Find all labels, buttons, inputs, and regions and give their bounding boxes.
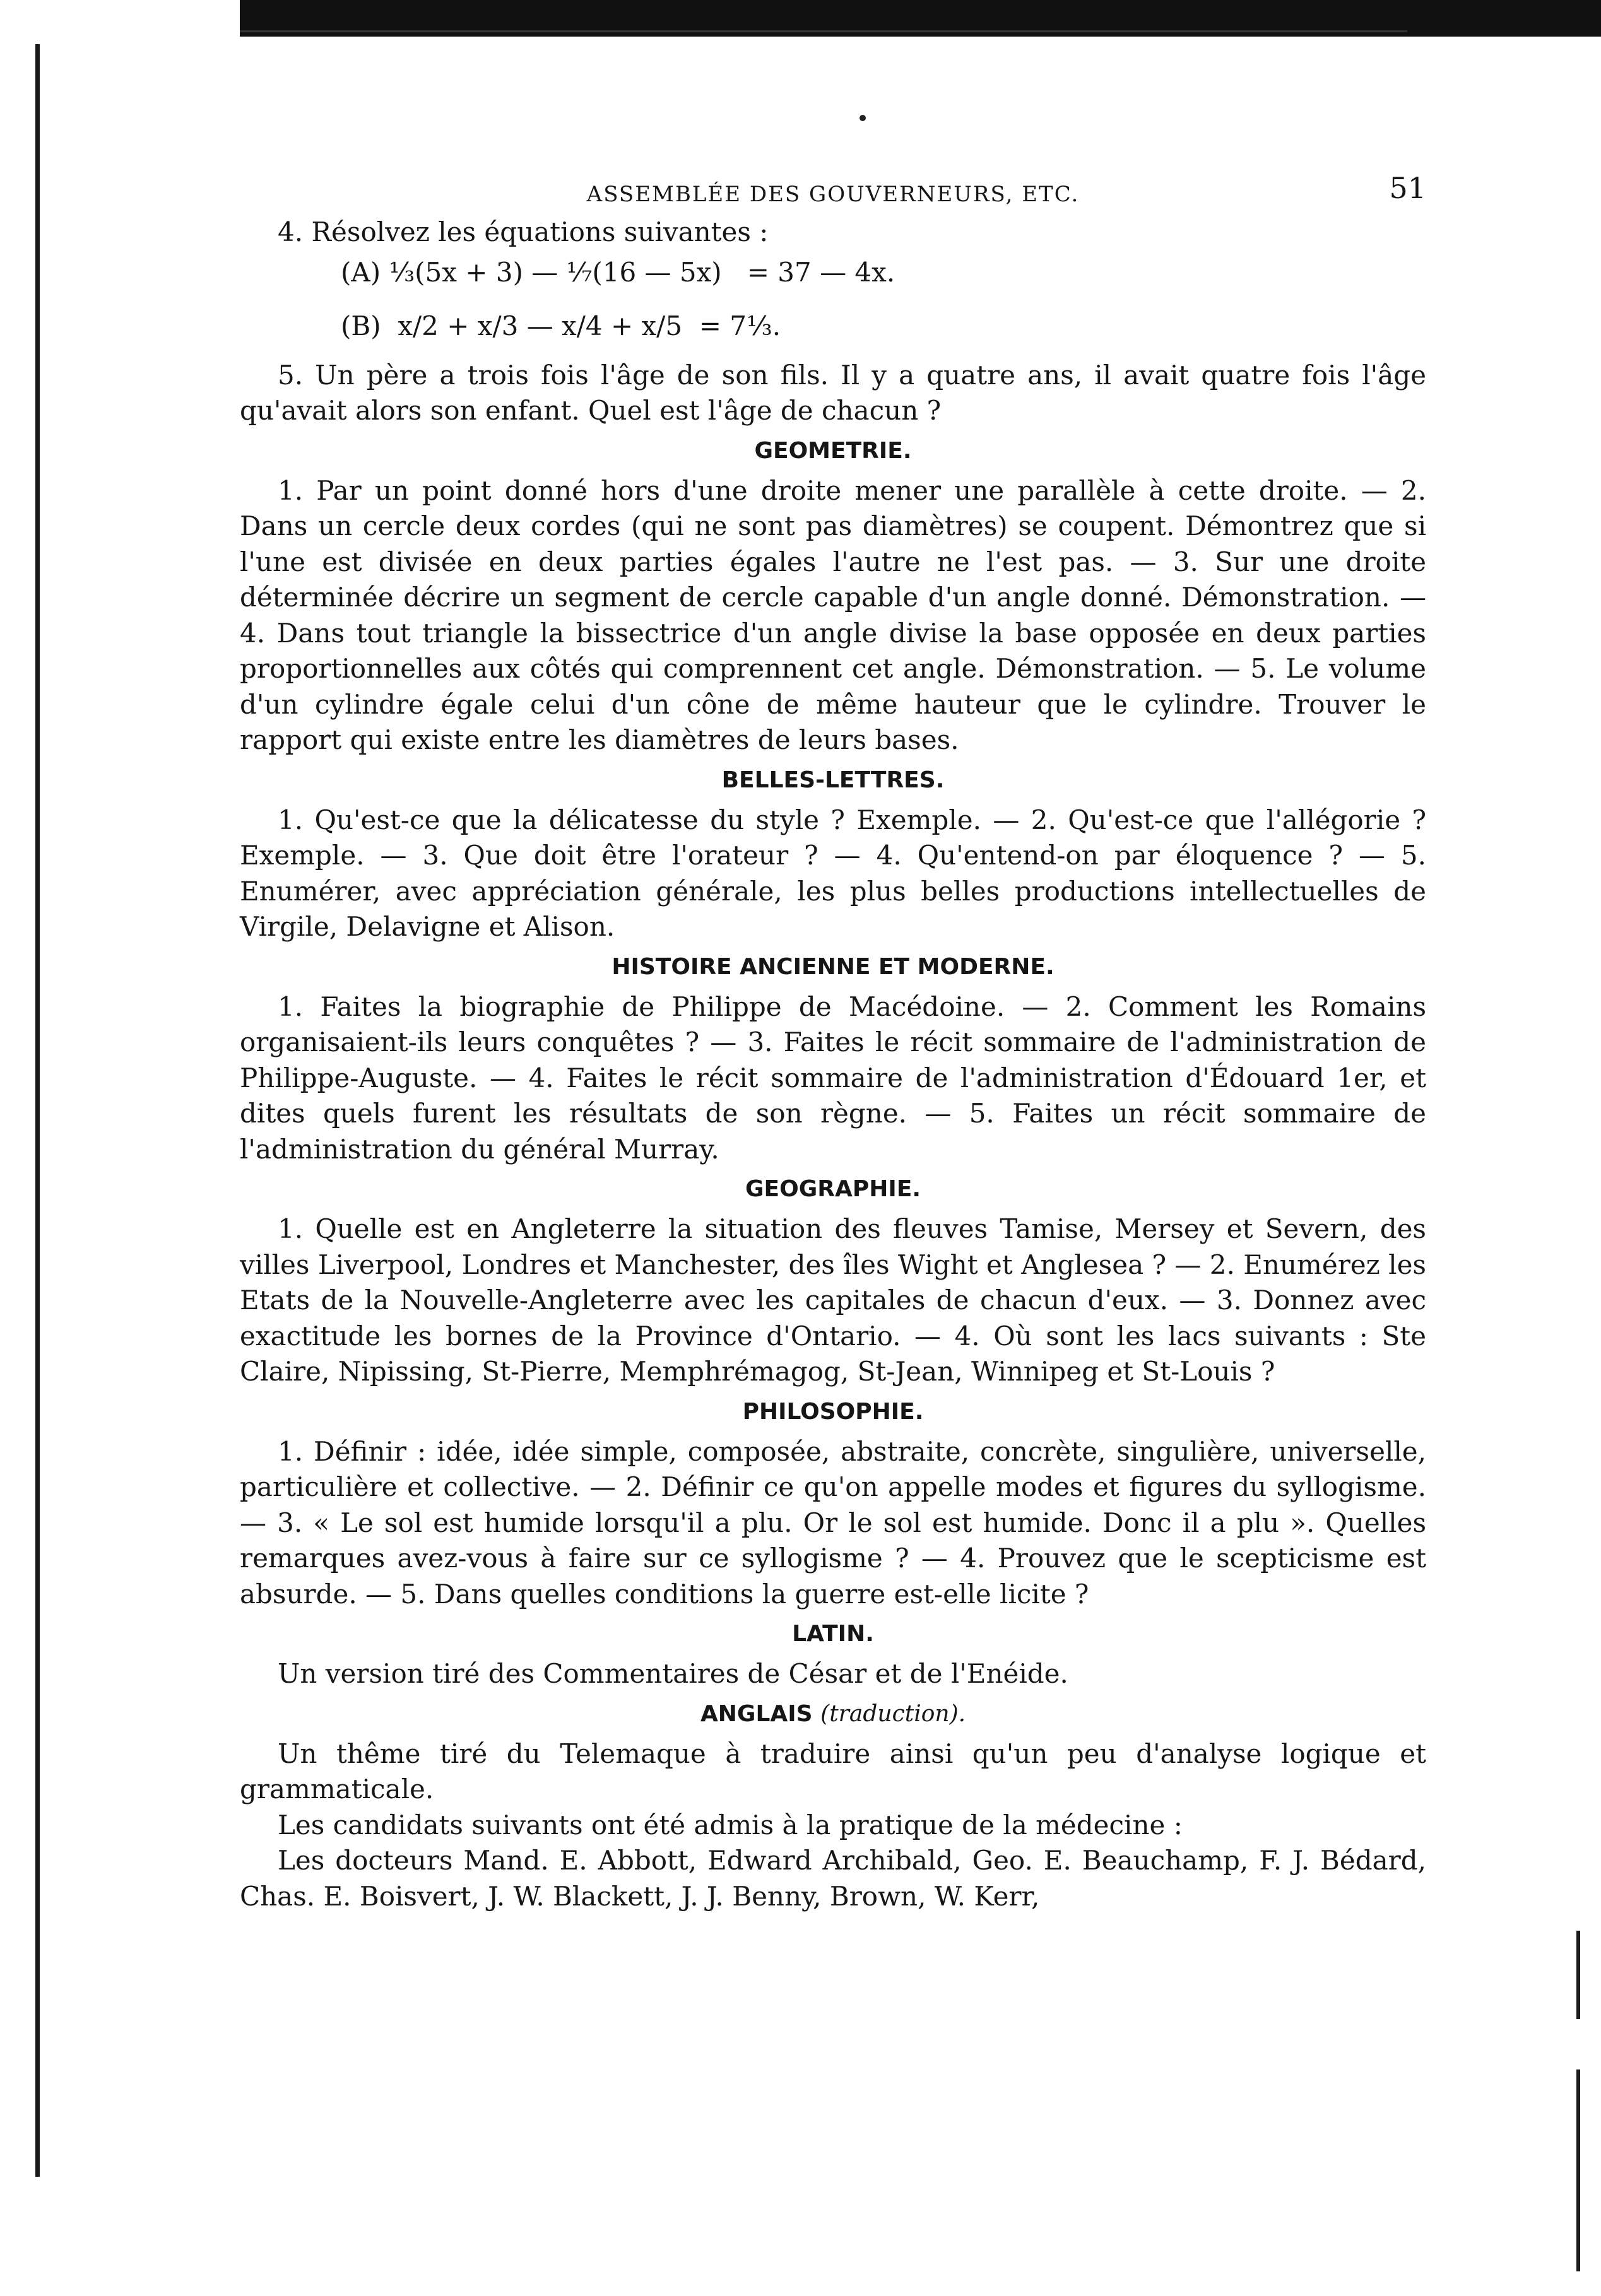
algebra-question-5: 5. Un père a trois fois l'âge de son fils. Il y a quatre ans, il avait quatre fois l'âge qu'avait alors son enfant. Quel est l'âge de chacun ?: [240, 359, 1426, 426]
admitted-intro: Les candidats suivants ont été admis à la pratique de la médecine :: [278, 1809, 1183, 1840]
section-heading-anglais: [240, 1695, 1426, 1734]
page-number: 51: [1389, 171, 1426, 205]
algebra-question-4: 4. Résolvez les équations suivantes :: [278, 216, 769, 247]
section-text-anglais: Un thême tiré du Telemaque à traduire ainsi qu'un peu d'analyse logique et grammaticale.: [240, 1738, 1426, 1804]
section-text-latin: Un version tiré des Commentaires de César et de l'Enéide.: [278, 1658, 1068, 1689]
doctors-list: Les docteurs Mand. E. Abbott, Edward Archibald, Geo. E. Beauchamp, F. J. Bédard, Chas. E. Boisvert, J. W. Blackett, J. J. Benny, Brown, W. Kerr,: [240, 1845, 1426, 1912]
section-text-histoire: 1. Faites la biographie de Philippe de Macédoine. — 2. Comment les Romains organisaient-ils leurs conquêtes ? — 3. Faites le récit sommaire de l'administration de Philippe-Auguste. — 4. Faites le récit sommaire de l'administration d'Édouard 1er, et dites quels furent les résultats de son règne. — 5. Faites un récit sommaire de l'administration du général Murray.: [240, 991, 1426, 1165]
section-text-geometrie: 1. Par un point donné hors d'une droite mener une parallèle à cette droite. — 2. Dans un cercle deux cordes (qui ne sont pas diamètres) se coupent. Démontrez que si l'une est divisée en deux parties égales l'autre ne l'est pas. — 3. Sur une droite déterminée décrire un segment de cercle capable d'un angle donné. Démonstration. — 4. Dans tout triangle la bissectrice d'un angle divise la base opposée en deux parties proportionnelles aux côtés qui comprennent cet angle. Démonstration. — 5. Le volume d'un cylindre égale celui d'un cône de même hauteur que le cylindre. Trouver le rapport qui existe entre les diamètres de leurs bases.: [240, 474, 1426, 755]
running-head: [240, 170, 1426, 209]
section-heading-anglais-title: ANGLAIS: [700, 1700, 813, 1727]
equation-a: (A) ⅓(5x + 3) — ⅐(16 — 5x) = 37 — 4x.: [341, 256, 895, 288]
running-head-title: ASSEMBLÉE DES GOUVERNEURS, ETC.: [586, 182, 1080, 207]
section-heading-geometrie: GEOMETRIE.: [754, 437, 912, 464]
section-text-belles-lettres: 1. Qu'est-ce que la délicatesse du style ? Exemple. — 2. Qu'est-ce que l'allégorie ? Exemple. — 3. Que doit être l'orateur ? — 4. Qu'entend-on par éloquence ? — 5. Enumérer, avec appréciation générale, les plus belles productions intellectuelles de Virgile, Delavigne et Alison.: [240, 804, 1426, 942]
scan-border-left: [35, 44, 40, 2177]
equation-b: (B) x/2 + x/3 — x/4 + x/5 = 7⅓.: [341, 310, 781, 341]
scan-mark-right: [1576, 2069, 1580, 2271]
section-heading-philosophie: PHILOSOPHIE.: [742, 1398, 924, 1425]
section-heading-belles-lettres: BELLES-LETTRES.: [721, 767, 945, 793]
section-text-geographie: 1. Quelle est en Angleterre la situation des fleuves Tamise, Mersey et Severn, des villes Liverpool, Londres et Manchester, des îles Wight et Anglesea ? — 2. Enumérez les Etats de la Nouvelle-Angleterre avec les capitales de chacun d'eux. — 3. Donnez avec exactitude les bornes de la Province d'Ontario. — 4. Où sont les lacs suivants : Ste Claire, Nipissing, St-Pierre, Memphrémagog, St-Jean, Winnipeg et St-Louis ?: [240, 1213, 1426, 1387]
scan-speck: [860, 115, 866, 121]
section-heading-anglais-note: (traduction).: [820, 1700, 966, 1727]
section-heading-latin: LATIN.: [792, 1621, 874, 1647]
section-text-philosophie: 1. Définir : idée, idée simple, composée, abstraite, concrète, singulière, universelle, particulière et collective. — 2. Définir ce qu'on appelle modes et figures du syllogisme. — 3. « Le sol est humide lorsqu'il a plu. Or le sol est humide. Donc il a plu ». Quelles remarques avez-vous à faire sur ce syllogisme ? — 4. Prouvez que le scepticisme est absurde. — 5. Dans quelles conditions la guerre est-elle licite ?: [240, 1435, 1426, 1610]
section-heading-geographie: GEOGRAPHIE.: [745, 1176, 921, 1202]
scan-rule: [240, 30, 1407, 32]
document-page: [240, 170, 1426, 1914]
section-heading-histoire: HISTOIRE ANCIENNE ET MODERNE.: [611, 953, 1055, 980]
scan-mark-right: [1576, 1931, 1580, 2019]
